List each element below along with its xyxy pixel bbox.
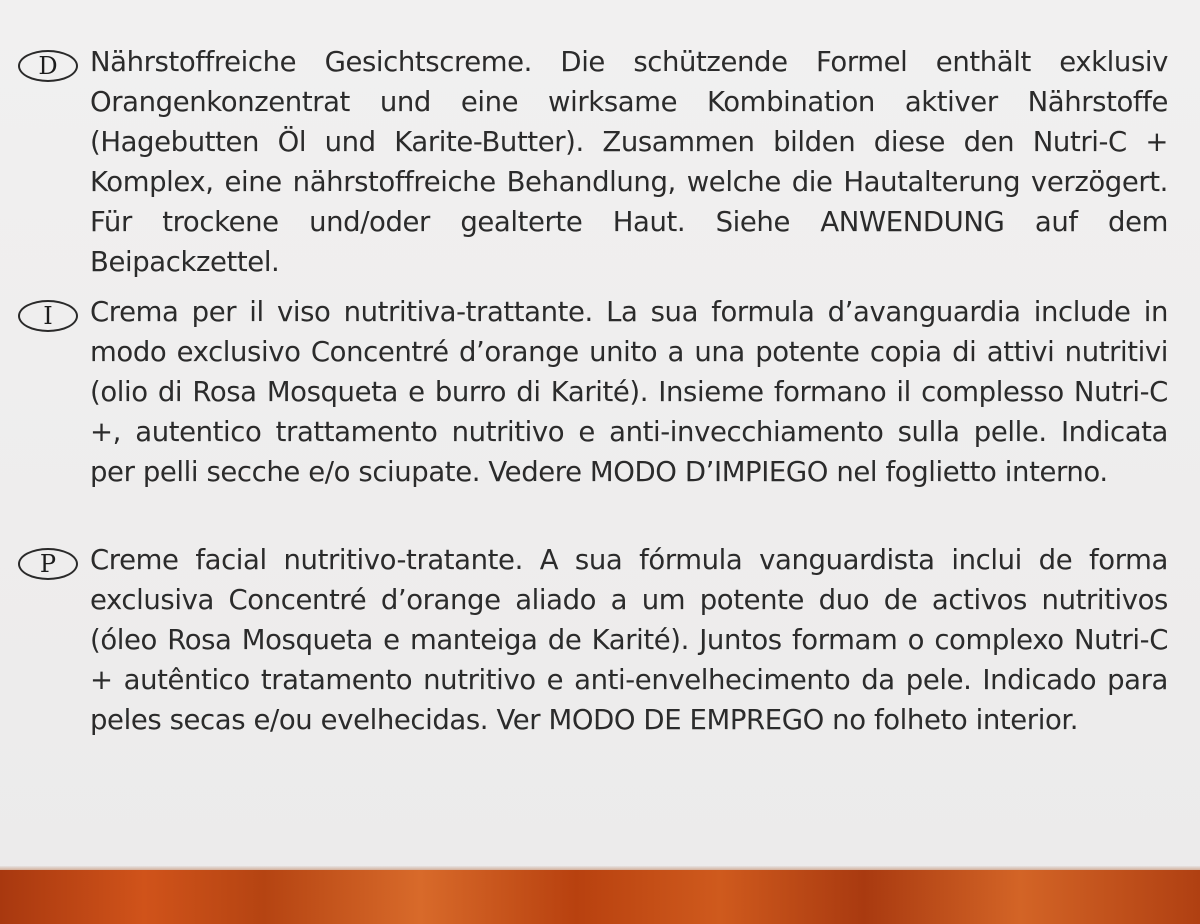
description-text-it: Crema per il viso nutritiva-trattante. La sua formula d’avanguardia include in modo exclusivo Concentré d’orange unito a una potente copia di attivi nutritivi (olio di Rosa Mosqueta e burro di Karité). Insieme formano il complesso Nutri-C +, autentico trattamento nutritivo e anti-invecchiamento sulla pelle. Indicata per pelli secche e/o sciupate. Vedere MODO D’IMPIEGO nel foglietto interno. <box>90 296 1168 488</box>
description-text-pt: Creme facial nutritivo-tratante. A sua fórmula vanguardista inclui de forma exclusiva Concentré d’orange aliado a um potente duo de activos nutritivos (óleo Rosa Mosqueta e manteiga de Karité). Juntos formam o complexo Nutri-C + autêntico tratamento nutritivo e anti-envelhecimento da pele. Indicado para peles secas e/ou evelhecidas. Ver MODO DE EMPREGO no folheto interior. <box>90 544 1168 736</box>
language-badge-it: I <box>18 300 78 332</box>
orange-package-strip <box>0 870 1200 924</box>
language-badge-de: D <box>18 50 78 82</box>
language-badge-pt: P <box>18 548 78 580</box>
description-text-de: Nährstoffreiche Gesichtscreme. Die schützende Formel enthält exklusiv Orangenkonzentrat und eine wirksame Kombination aktiver Nährstoffe (Hagebutten Öl und Karite-Butter). Zusammen bilden diese den Nutri-C + Komplex, eine nährstoffreiche Behandlung, welche die Hautalterung verzögert. Für trockene und/oder gealterte Haut. Siehe ANWENDUNG auf dem Beipackzettel. <box>90 46 1168 278</box>
